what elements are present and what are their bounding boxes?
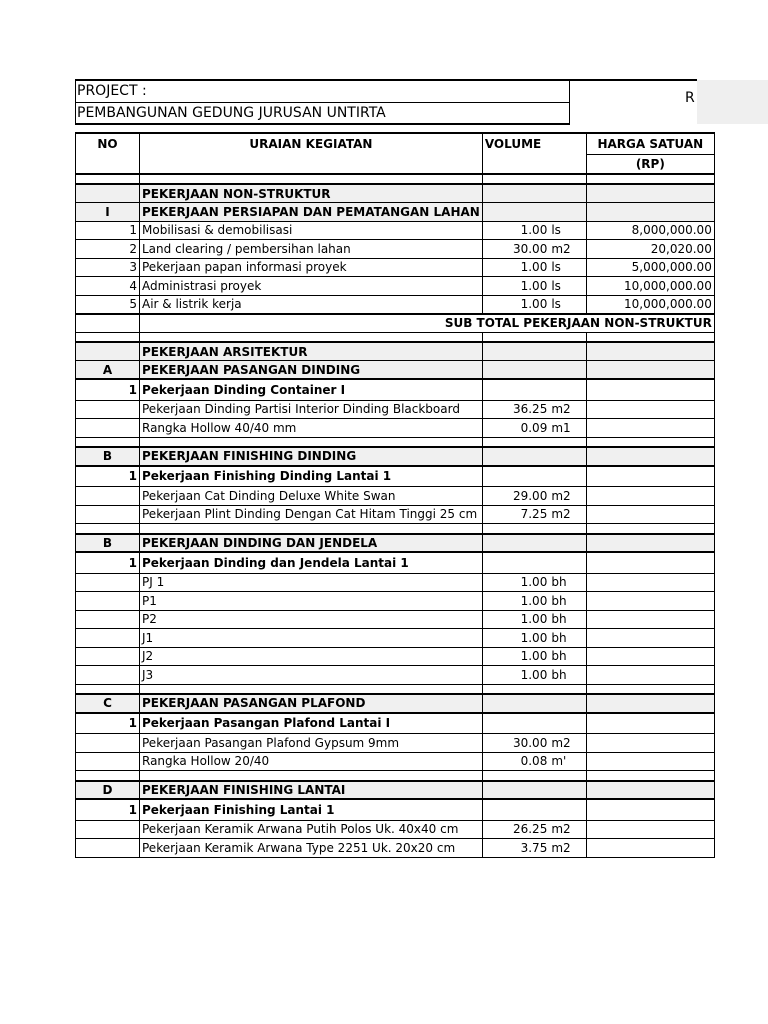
- table-cell: [76, 332, 140, 342]
- table-cell: [76, 342, 140, 361]
- section-no: C: [76, 694, 140, 713]
- item-qty: 30.00: [482, 240, 549, 259]
- table-cell: [140, 174, 483, 184]
- table-cell: [549, 379, 586, 400]
- section-no: A: [76, 361, 140, 380]
- subtotal-label: SUB TOTAL PEKERJAAN NON-STRUKTUR: [140, 314, 715, 333]
- table-cell: [586, 713, 714, 734]
- table-cell: [140, 524, 483, 534]
- table-cell: [549, 524, 586, 534]
- project-header: [75, 79, 697, 125]
- table-cell: [482, 684, 549, 694]
- table-cell: [76, 505, 140, 524]
- table-cell: [76, 592, 140, 611]
- table-cell: [586, 684, 714, 694]
- table-cell: [586, 361, 714, 380]
- item-price: 10,000,000.00: [586, 277, 714, 296]
- table-cell: [549, 799, 586, 820]
- item-qty: 1.00: [482, 666, 549, 685]
- table-cell: [586, 524, 714, 534]
- spacer-row: [76, 174, 715, 184]
- section-title: PEKERJAAN PASANGAN PLAFOND: [140, 694, 483, 713]
- item-unit: m1: [549, 419, 586, 438]
- item-desc: Pekerjaan Keramik Arwana Type 2251 Uk. 20x20 cm: [140, 839, 483, 858]
- table-cell: [586, 839, 714, 858]
- subsection-title: Pekerjaan Dinding dan Jendela Lantai 1: [140, 552, 483, 573]
- table-cell: [586, 203, 714, 222]
- spacer-row: [76, 771, 715, 781]
- item-unit: m2: [549, 839, 586, 858]
- item-unit: ls: [549, 258, 586, 277]
- table-cell: [549, 534, 586, 553]
- subsection-no: 1: [76, 799, 140, 820]
- project-name: PEMBANGUNAN GEDUNG JURUSAN UNTIRTA: [76, 103, 569, 125]
- table-cell: [586, 752, 714, 771]
- category-row: [76, 184, 715, 203]
- table-cell: [76, 573, 140, 592]
- item-qty: 1.00: [482, 573, 549, 592]
- table-row: [76, 610, 715, 629]
- table-cell: [586, 534, 714, 553]
- table-row: [76, 573, 715, 592]
- table-cell: [76, 314, 140, 333]
- table-cell: [549, 552, 586, 573]
- table-cell: [76, 839, 140, 858]
- table-cell: [482, 781, 549, 800]
- table-cell: [76, 647, 140, 666]
- item-qty: 0.09: [482, 419, 549, 438]
- item-unit: m': [549, 752, 586, 771]
- table-cell: [76, 524, 140, 534]
- section-no: D: [76, 781, 140, 800]
- subsection-no: 1: [76, 552, 140, 573]
- category-title: PEKERJAAN NON-STRUKTUR: [140, 184, 483, 203]
- item-qty: 1.00: [482, 277, 549, 296]
- col-volume-header: VOLUME: [482, 133, 549, 154]
- subsection-title: Pekerjaan Pasangan Plafond Lantai I: [140, 713, 483, 734]
- column-header-row: [76, 133, 715, 154]
- subsection-no: 1: [76, 466, 140, 487]
- table-cell: [586, 437, 714, 447]
- table-cell: [76, 629, 140, 648]
- section-row: [76, 447, 715, 466]
- item-unit: ls: [549, 277, 586, 296]
- item-unit: bh: [549, 647, 586, 666]
- subtotal-row: [76, 314, 715, 333]
- subsection-title: Pekerjaan Finishing Lantai 1: [140, 799, 483, 820]
- item-unit: m2: [549, 734, 586, 753]
- item-unit: bh: [549, 666, 586, 685]
- item-unit: m2: [549, 240, 586, 259]
- table-cell: [549, 184, 586, 203]
- table-cell: [482, 694, 549, 713]
- header-right-title: R: [685, 90, 695, 106]
- spacer-row: [76, 684, 715, 694]
- item-no: 4: [76, 277, 140, 296]
- table-row: [76, 240, 715, 259]
- col-uraian-header: URAIAN KEGIATAN: [140, 133, 483, 154]
- table-cell: [586, 505, 714, 524]
- subsection-row: [76, 552, 715, 573]
- table-cell: [76, 437, 140, 447]
- item-no: 3: [76, 258, 140, 277]
- table-row: [76, 666, 715, 685]
- item-price: 10,000,000.00: [586, 295, 714, 314]
- table-cell: [482, 437, 549, 447]
- item-no: 2: [76, 240, 140, 259]
- table-cell: [586, 647, 714, 666]
- subsection-no: 1: [76, 379, 140, 400]
- section-row: [76, 534, 715, 553]
- project-label: PROJECT :: [76, 81, 569, 103]
- table-row: [76, 820, 715, 839]
- table-row: [76, 752, 715, 771]
- item-unit: bh: [549, 592, 586, 611]
- item-desc: Pekerjaan Dinding Partisi Interior Dinding Blackboard: [140, 400, 483, 419]
- item-qty: 1.00: [482, 295, 549, 314]
- item-desc: P2: [140, 610, 483, 629]
- table-row: [76, 419, 715, 438]
- section-no: I: [76, 203, 140, 222]
- table-cell: [586, 610, 714, 629]
- item-desc: Pekerjaan papan informasi proyek: [140, 258, 483, 277]
- item-unit: bh: [549, 573, 586, 592]
- item-desc: Land clearing / pembersihan lahan: [140, 240, 483, 259]
- table-cell: [76, 684, 140, 694]
- item-qty: 1.00: [482, 258, 549, 277]
- table-cell: [586, 447, 714, 466]
- section-row: [76, 781, 715, 800]
- item-qty: 1.00: [482, 610, 549, 629]
- table-cell: [482, 534, 549, 553]
- item-desc: J2: [140, 647, 483, 666]
- section-no: B: [76, 534, 140, 553]
- table-cell: [549, 447, 586, 466]
- table-cell: [482, 524, 549, 534]
- table-cell: [76, 487, 140, 506]
- table-cell: [76, 820, 140, 839]
- category-title: PEKERJAAN ARSITEKTUR: [140, 342, 483, 361]
- table-cell: [140, 332, 483, 342]
- table-row: [76, 734, 715, 753]
- table-cell: [76, 419, 140, 438]
- item-desc: Rangka Hollow 20/40: [140, 752, 483, 771]
- spacer-row: [76, 332, 715, 342]
- subsection-row: [76, 713, 715, 734]
- table-cell: [586, 629, 714, 648]
- item-price: 8,000,000.00: [586, 221, 714, 240]
- table-row: [76, 487, 715, 506]
- item-qty: 7.25: [482, 505, 549, 524]
- table-cell: [482, 332, 549, 342]
- section-title: PEKERJAAN FINISHING LANTAI: [140, 781, 483, 800]
- table-row: [76, 505, 715, 524]
- table-cell: [76, 734, 140, 753]
- project-divider: [569, 81, 570, 125]
- table-row: [76, 258, 715, 277]
- table-cell: [76, 666, 140, 685]
- item-desc: Administrasi proyek: [140, 277, 483, 296]
- table-cell: [140, 437, 483, 447]
- table-cell: [482, 771, 549, 781]
- table-cell: [586, 342, 714, 361]
- table-cell: [549, 781, 586, 800]
- item-desc: Pekerjaan Keramik Arwana Putih Polos Uk. 40x40 cm: [140, 820, 483, 839]
- table-row: [76, 629, 715, 648]
- item-qty: 1.00: [482, 647, 549, 666]
- table-cell: [482, 184, 549, 203]
- subsection-row: [76, 799, 715, 820]
- table-row: [76, 221, 715, 240]
- item-desc: Pekerjaan Plint Dinding Dengan Cat Hitam Tinggi 25 cm: [140, 505, 483, 524]
- table-cell: [586, 332, 714, 342]
- col-no-header: NO: [76, 133, 140, 154]
- item-desc: Mobilisasi & demobilisasi: [140, 221, 483, 240]
- spacer-row: [76, 437, 715, 447]
- table-row: [76, 592, 715, 611]
- subsection-title: Pekerjaan Dinding Container I: [140, 379, 483, 400]
- column-header-row-2: [76, 154, 715, 174]
- table-cell: [76, 184, 140, 203]
- table-cell: [76, 174, 140, 184]
- table-cell: [482, 447, 549, 466]
- table-cell: [140, 771, 483, 781]
- table-cell: [549, 342, 586, 361]
- table-row: [76, 295, 715, 314]
- table-cell: [482, 713, 549, 734]
- col-volume-unit-header: [549, 133, 586, 154]
- item-qty: 29.00: [482, 487, 549, 506]
- item-desc: Pekerjaan Cat Dinding Deluxe White Swan: [140, 487, 483, 506]
- table-cell: [482, 361, 549, 380]
- table-cell: [549, 713, 586, 734]
- section-title: PEKERJAAN PASANGAN DINDING: [140, 361, 483, 380]
- table-cell: [76, 752, 140, 771]
- item-unit: m2: [549, 400, 586, 419]
- spacer-row: [76, 524, 715, 534]
- table-cell: [586, 184, 714, 203]
- subsection-row: [76, 379, 715, 400]
- item-desc: J1: [140, 629, 483, 648]
- table-cell: [482, 203, 549, 222]
- item-desc: Air & listrik kerja: [140, 295, 483, 314]
- item-qty: 1.00: [482, 221, 549, 240]
- table-cell: [586, 487, 714, 506]
- table-cell: [549, 174, 586, 184]
- table-cell: [482, 342, 549, 361]
- table-cell: [586, 419, 714, 438]
- item-qty: 1.00: [482, 629, 549, 648]
- item-qty: 36.25: [482, 400, 549, 419]
- section-row: [76, 203, 715, 222]
- section-title: PEKERJAAN DINDING DAN JENDELA: [140, 534, 483, 553]
- table-cell: [482, 174, 549, 184]
- table-cell: [586, 400, 714, 419]
- table-cell: [586, 666, 714, 685]
- col-harga-header: HARGA SATUAN: [586, 133, 714, 154]
- section-title: PEKERJAAN PERSIAPAN DAN PEMATANGAN LAHAN: [140, 203, 483, 222]
- table-cell: [586, 379, 714, 400]
- table-row: [76, 400, 715, 419]
- table-cell: [549, 694, 586, 713]
- table-cell: [549, 771, 586, 781]
- table-cell: [482, 379, 549, 400]
- table-cell: [586, 771, 714, 781]
- table-cell: [586, 573, 714, 592]
- table-cell: [586, 694, 714, 713]
- col-harga-unit-header: (RP): [586, 154, 714, 174]
- item-unit: bh: [549, 629, 586, 648]
- item-desc: Rangka Hollow 40/40 mm: [140, 419, 483, 438]
- item-desc: Pekerjaan Pasangan Plafond Gypsum 9mm: [140, 734, 483, 753]
- item-price: 5,000,000.00: [586, 258, 714, 277]
- table-cell: [549, 332, 586, 342]
- item-unit: m2: [549, 487, 586, 506]
- item-qty: 3.75: [482, 839, 549, 858]
- table-cell: [140, 684, 483, 694]
- table-row: [76, 839, 715, 858]
- table-cell: [549, 203, 586, 222]
- table-cell: [586, 466, 714, 487]
- item-unit: ls: [549, 221, 586, 240]
- item-no: 5: [76, 295, 140, 314]
- item-unit: m2: [549, 820, 586, 839]
- section-row: [76, 694, 715, 713]
- table-cell: [549, 361, 586, 380]
- table-cell: [549, 466, 586, 487]
- item-desc: J3: [140, 666, 483, 685]
- section-no: B: [76, 447, 140, 466]
- table-cell: [586, 799, 714, 820]
- subsection-no: 1: [76, 713, 140, 734]
- table-cell: [76, 610, 140, 629]
- table-cell: [549, 684, 586, 694]
- item-price: 20,020.00: [586, 240, 714, 259]
- subsection-row: [76, 466, 715, 487]
- table-cell: [586, 820, 714, 839]
- table-cell: [586, 592, 714, 611]
- section-title: PEKERJAAN FINISHING DINDING: [140, 447, 483, 466]
- table-cell: [482, 799, 549, 820]
- item-desc: P1: [140, 592, 483, 611]
- subsection-title: Pekerjaan Finishing Dinding Lantai 1: [140, 466, 483, 487]
- table-row: [76, 277, 715, 296]
- item-unit: bh: [549, 610, 586, 629]
- table-cell: [76, 400, 140, 419]
- table-cell: [76, 771, 140, 781]
- item-unit: ls: [549, 295, 586, 314]
- section-row: [76, 361, 715, 380]
- table-cell: [482, 466, 549, 487]
- item-qty: 26.25: [482, 820, 549, 839]
- table-cell: [586, 552, 714, 573]
- table-cell: [586, 781, 714, 800]
- item-qty: 1.00: [482, 592, 549, 611]
- table-cell: [549, 437, 586, 447]
- table-cell: [586, 174, 714, 184]
- boq-table: [75, 132, 715, 858]
- header-right-panel: [697, 80, 768, 124]
- item-unit: m2: [549, 505, 586, 524]
- item-qty: 30.00: [482, 734, 549, 753]
- category-row: [76, 342, 715, 361]
- table-cell: [482, 552, 549, 573]
- item-desc: PJ 1: [140, 573, 483, 592]
- table-row: [76, 647, 715, 666]
- item-qty: 0.08: [482, 752, 549, 771]
- item-no: 1: [76, 221, 140, 240]
- table-cell: [586, 734, 714, 753]
